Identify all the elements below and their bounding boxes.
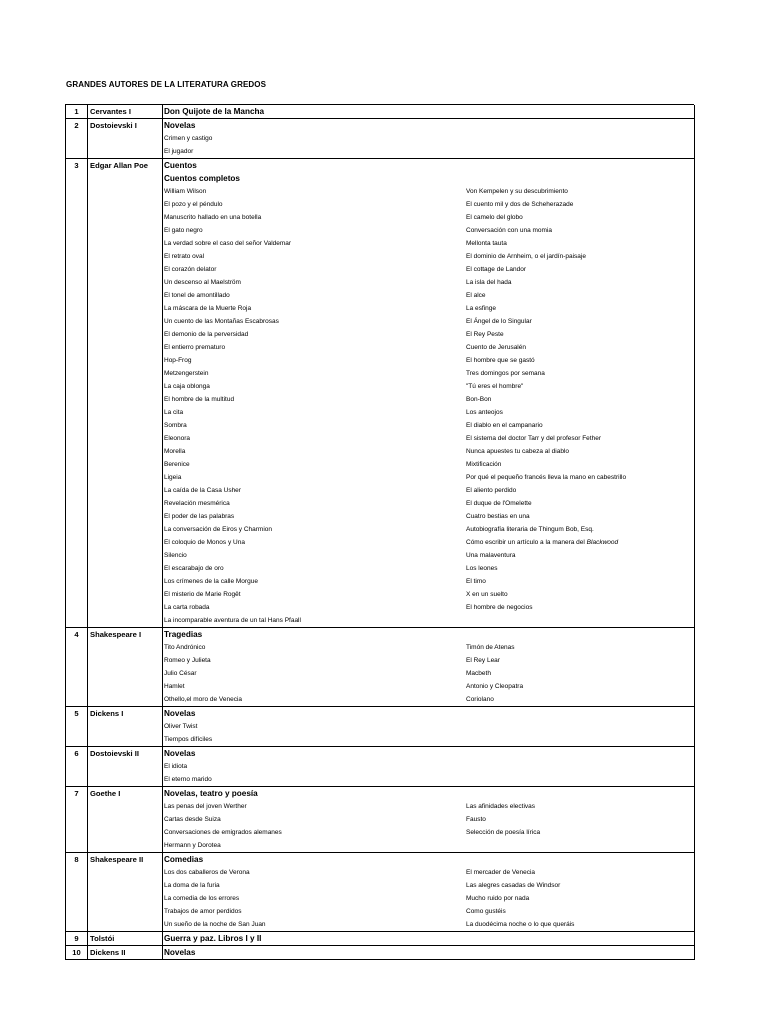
work-title: El alce <box>466 292 486 299</box>
work-title: Una malaventura <box>466 552 516 559</box>
volume-contents <box>163 787 695 853</box>
work-title: El entierro prematuro <box>164 344 226 351</box>
work-title: El eterno marido <box>164 776 212 783</box>
volume-author: Dostoievski I <box>88 119 163 159</box>
work-title: Silencio <box>164 552 187 559</box>
volume-author: Goethe I <box>88 787 163 853</box>
work-empty <box>465 733 695 746</box>
work-title: El corazón delator <box>164 266 217 273</box>
works-list <box>163 800 694 852</box>
work-title: X en un suelto <box>466 591 508 598</box>
volume-number: 10 <box>66 946 88 960</box>
volume-contents <box>163 105 695 119</box>
work-title: Nunca apuestes tu cabeza al diablo <box>466 448 569 455</box>
volume-author: Dostoievski II <box>88 747 163 787</box>
work-title: Los crímenes de la calle Morgue <box>164 578 258 585</box>
volume-number: 4 <box>66 628 88 707</box>
works-list <box>163 132 694 158</box>
work-title: Macbeth <box>466 670 491 677</box>
work-title: La esfinge <box>466 305 496 312</box>
work-title: El demonio de la perversidad <box>164 331 249 338</box>
volume-row <box>66 787 695 853</box>
volume-author: Dickens II <box>88 946 163 960</box>
volume-author: Shakespeare II <box>88 853 163 932</box>
work-title: Las penas del joven Werther <box>164 803 247 810</box>
volume-contents <box>163 119 695 159</box>
work-title: El pozo y el péndulo <box>164 201 223 208</box>
work-title: Von Kempelen y su descubrimiento <box>466 188 568 195</box>
volume-row <box>66 119 695 159</box>
work-title: Los anteojos <box>466 409 503 416</box>
work-title: Tito Andrónico <box>164 644 206 651</box>
work-title: Los leones <box>466 565 498 572</box>
work-title: Coriolano <box>466 696 494 703</box>
work-title: Morella <box>164 448 186 455</box>
work-title: El camelo del globo <box>466 214 523 221</box>
work-title: Ligeia <box>164 474 182 481</box>
volume-contents <box>163 707 695 747</box>
works-list <box>163 641 694 706</box>
volume-subheading: Cuentos completos <box>164 174 240 183</box>
volume-author: Tolstói <box>88 932 163 946</box>
works-list <box>163 720 694 746</box>
work-title: Bon-Bon <box>466 396 492 403</box>
work-title: Mixtificación <box>466 461 502 468</box>
volume-author: Cervantes I <box>88 105 163 119</box>
work-title: Tiempos difíciles <box>164 736 213 743</box>
volume-number: 5 <box>66 707 88 747</box>
work-title: Berenice <box>164 461 190 468</box>
work-title: Revelación mesmérica <box>164 500 230 507</box>
work-title: La caída de la Casa Usher <box>164 487 241 494</box>
work-title: Oliver Twist <box>164 723 198 730</box>
work-title: El hombre de la multitud <box>164 396 235 403</box>
work-title: Las afinidades electivas <box>466 803 536 810</box>
work-title: La incomparable aventura de un tal Hans Pfaall <box>164 617 301 624</box>
work-title: El Rey Peste <box>466 331 504 338</box>
work-empty <box>465 145 695 158</box>
work-empty <box>465 773 695 786</box>
work-title: La carta robada <box>164 604 210 611</box>
work-title: Como gustéis <box>466 908 506 915</box>
volume-author: Dickens I <box>88 707 163 747</box>
work-title: La duodécima noche o lo que queráis <box>466 921 575 928</box>
work-title: Tres domingos por semana <box>466 370 545 377</box>
work-title: Cartas desde Suiza <box>164 816 221 823</box>
work-title: El duque de l'Omelette <box>466 500 532 507</box>
work-title: Mucho ruido por nada <box>466 895 530 902</box>
volume-number: 6 <box>66 747 88 787</box>
volume-heading: Comedias <box>164 855 204 864</box>
work-title: Cuento de Jerusalén <box>466 344 526 351</box>
work-title: "Tú eres el hombre" <box>466 383 524 390</box>
work-title: El cuento mil y dos de Scheherazade <box>466 201 574 208</box>
work-title: El dominio de Arnheim, o el jardín-paisaje <box>466 253 586 260</box>
works-list <box>163 760 694 786</box>
volume-author: Edgar Allan Poe <box>88 159 163 628</box>
work-title: El mercader de Venecia <box>466 869 536 876</box>
volume-author: Shakespeare I <box>88 628 163 707</box>
work-title: Autobiografía literaria de Thingum Bob, Esq. <box>466 526 594 533</box>
work-title: El idiota <box>164 763 188 770</box>
work-title: Un sueño de la noche de San Juan <box>164 921 266 928</box>
work-title: El diablo en el campanario <box>466 422 543 429</box>
work-title: El sistema del doctor Tarr y del profesor Fether <box>466 435 601 442</box>
work-title: Romeo y Julieta <box>164 657 211 664</box>
work-title: Hamlet <box>164 683 185 690</box>
work-title: El coloquio de Monos y Una <box>164 539 245 546</box>
work-title: Metzengerstein <box>164 370 209 377</box>
work-title: Mellonta tauta <box>466 240 507 247</box>
work-title: Conversaciones de emigrados alemanes <box>164 829 282 836</box>
work-title: La comedia de los errores <box>164 895 240 902</box>
volume-number: 8 <box>66 853 88 932</box>
works-list <box>163 185 694 627</box>
work-title: La isla del hada <box>466 279 512 286</box>
work-title: El tonel de amontillado <box>164 292 230 299</box>
work-title: La doma de la furia <box>164 882 220 889</box>
volume-row <box>66 105 695 119</box>
work-title: La caja oblonga <box>164 383 210 390</box>
work-title: La verdad sobre el caso del señor Valdemar <box>164 240 292 247</box>
volume-contents <box>163 932 695 946</box>
work-title: Selección de poesía lírica <box>466 829 541 836</box>
work-title: El jugador <box>164 148 194 155</box>
work-title: El hombre de negocios <box>466 604 533 611</box>
work-empty <box>465 614 695 627</box>
volume-number: 1 <box>66 105 88 119</box>
volume-heading: Tragedias <box>164 630 203 639</box>
volume-contents <box>163 853 695 932</box>
volume-number: 9 <box>66 932 88 946</box>
work-title: Cómo escribir un artículo a la manera del Blackwood <box>466 539 619 546</box>
work-title: El Rey Lear <box>466 657 500 664</box>
volume-heading: Cuentos <box>164 161 197 170</box>
volume-number: 2 <box>66 119 88 159</box>
work-title: El misterio de Marie Rogêt <box>164 591 241 598</box>
document-title: GRANDES AUTORES DE LA LITERATURA GREDOS <box>66 80 267 89</box>
volume-row <box>66 628 695 707</box>
work-title: Los dos caballeros de Verona <box>164 869 250 876</box>
work-title: Julio César <box>164 670 197 677</box>
volume-heading: Don Quijote de la Mancha <box>164 107 265 116</box>
volume-contents <box>163 159 695 628</box>
work-title: Trabajos de amor perdidos <box>164 908 242 915</box>
work-title: El hombre que se gastó <box>466 357 535 364</box>
volume-heading: Guerra y paz. Libros I y II <box>164 934 262 943</box>
work-title: La cita <box>164 409 184 416</box>
work-title: El aliento perdido <box>466 487 517 494</box>
volume-heading: Novelas <box>164 121 196 130</box>
work-title: William Wilson <box>164 188 207 195</box>
work-title: Conversación con una momia <box>466 227 552 234</box>
work-title: La conversación de Eiros y Charmion <box>164 526 273 533</box>
work-title: El escarabajo de oro <box>164 565 224 572</box>
work-empty <box>465 839 695 852</box>
volume-contents <box>163 747 695 787</box>
work-title: El timo <box>466 578 486 585</box>
volume-contents <box>163 946 695 960</box>
work-title: Las alegres casadas de Windsor <box>466 882 561 889</box>
work-title: Sombra <box>164 422 187 429</box>
volume-heading: Novelas <box>164 709 196 718</box>
volume-contents <box>163 628 695 707</box>
work-title: Eleonora <box>164 435 191 442</box>
work-empty <box>465 132 695 145</box>
volume-heading: Novelas, teatro y poesía <box>164 789 258 798</box>
volume-row <box>66 707 695 747</box>
work-title: Hermann y Dorotea <box>164 842 221 849</box>
volume-row <box>66 946 695 960</box>
volume-row <box>66 159 695 628</box>
work-title: El Ángel de lo Singular <box>466 318 532 325</box>
work-title: Cuatro bestias en una <box>466 513 530 520</box>
work-title: Antonio y Cleopatra <box>466 683 524 690</box>
work-title: Manuscrito hallado en una botella <box>164 214 262 221</box>
work-title: El cottage de Landor <box>466 266 526 273</box>
works-list <box>163 866 694 931</box>
volume-row <box>66 853 695 932</box>
work-title: El poder de las palabras <box>164 513 235 520</box>
work-title: Un cuento de las Montañas Escabrosas <box>164 318 279 325</box>
volume-row <box>66 747 695 787</box>
work-empty <box>465 720 695 733</box>
work-title: Timón de Atenas <box>466 644 515 651</box>
work-title: El retrato oval <box>164 253 205 260</box>
work-title: Un descenso al Maelström <box>164 279 241 286</box>
work-title: El gato negro <box>164 227 203 234</box>
volume-number: 7 <box>66 787 88 853</box>
work-title: Por qué el pequeño francés lleva la mano en cabestrillo <box>466 474 627 481</box>
volume-catalog-table <box>65 104 694 957</box>
work-title: Othello,el moro de Venecia <box>164 696 243 703</box>
work-title: La máscara de la Muerte Roja <box>164 305 252 312</box>
volume-heading: Novelas <box>164 948 196 957</box>
work-title: Fausto <box>466 816 486 823</box>
work-title: Crimen y castigo <box>164 135 213 142</box>
work-title: Hop-Frog <box>164 357 192 364</box>
volume-row <box>66 932 695 946</box>
volume-number: 3 <box>66 159 88 628</box>
volume-heading: Novelas <box>164 749 196 758</box>
work-empty <box>465 760 695 773</box>
